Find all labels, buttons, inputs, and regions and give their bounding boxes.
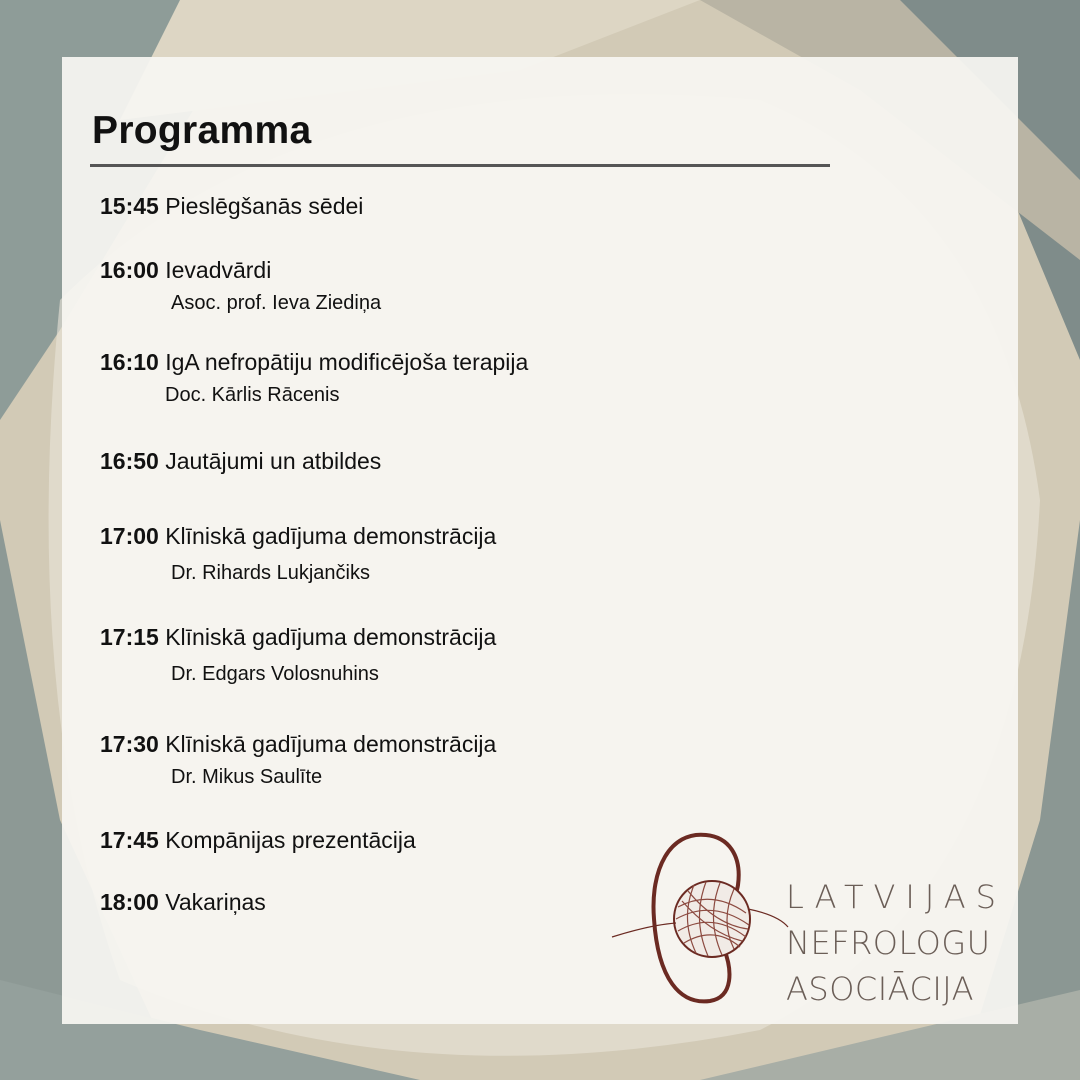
item-text: Vakariņas (165, 889, 266, 915)
item-text: Kompānijas prezentācija (165, 827, 416, 853)
item-time: 17:30 (100, 731, 159, 757)
item-time: 17:15 (100, 624, 159, 650)
title-divider (90, 164, 830, 167)
item-speaker: Dr. Mikus Saulīte (171, 766, 323, 788)
schedule-item (100, 348, 528, 408)
item-text: Klīniskā gadījuma demonstrācija (165, 624, 497, 650)
logo-line-3: ASOCIĀCIJA (786, 970, 975, 1008)
schedule-item (100, 256, 381, 316)
schedule-item (100, 730, 496, 790)
schedule-item (100, 623, 496, 687)
item-text: Pieslēgšanās sēdei (165, 193, 364, 219)
schedule-item (100, 192, 363, 220)
item-text: Ievadvārdi (165, 257, 272, 283)
schedule-item (100, 522, 496, 586)
item-time: 15:45 (100, 193, 159, 219)
item-time: 17:45 (100, 827, 159, 853)
item-text: Klīniskā gadījuma demonstrācija (165, 731, 497, 757)
item-text: IgA nefropātiju modificējoša terapija (165, 349, 529, 375)
yarn-ball-kidney-icon (610, 829, 790, 1009)
item-speaker: Doc. Kārlis Rācenis (165, 384, 340, 406)
page-title: Programma (92, 109, 312, 152)
item-time: 16:50 (100, 448, 159, 474)
item-speaker: Dr. Edgars Volosnuhins (171, 663, 379, 685)
program-card (62, 57, 1018, 1024)
item-text: Jautājumi un atbildes (165, 448, 382, 474)
schedule-item (100, 447, 381, 475)
item-time: 18:00 (100, 889, 159, 915)
logo-line-2: NEFROLOGU (786, 924, 991, 962)
item-time: 17:00 (100, 523, 159, 549)
association-logo (610, 829, 1020, 1009)
logo-line-1: LATVIJAS (786, 878, 1006, 916)
item-time: 16:10 (100, 349, 159, 375)
item-time: 16:00 (100, 257, 159, 283)
schedule-item (100, 888, 266, 916)
item-text: Klīniskā gadījuma demonstrācija (165, 523, 497, 549)
item-speaker: Dr. Rihards Lukjančiks (171, 562, 370, 584)
item-speaker: Asoc. prof. Ieva Ziediņa (171, 292, 382, 314)
schedule-item (100, 826, 416, 854)
